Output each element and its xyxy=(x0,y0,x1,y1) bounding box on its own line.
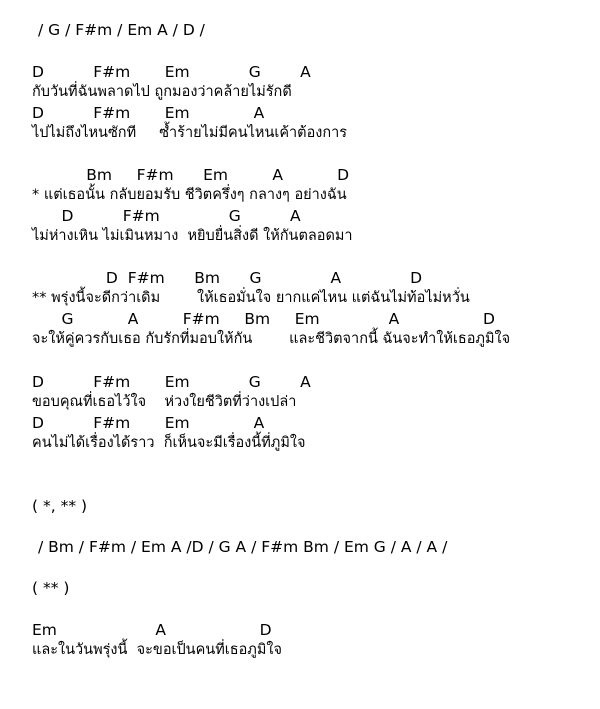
chorus2-lyrics-line2: จะให้คู่ควรกับเธอ กับรักที่มอบให้กัน และชีวิตจากนี้ ฉันจะทำให้เธอภูมิใจ xyxy=(32,331,511,347)
verse1-lyrics-line1: กับวันที่ฉันพลาดไป ถูกมองว่าคล้ายไม่รักดี xyxy=(32,84,292,100)
verse2-chords-line1: D F#m Em G A xyxy=(32,373,311,391)
chorus2-chords-line1: D F#m Bm G A D xyxy=(32,269,423,287)
verse2-lyrics-line1: ขอบคุณที่เธอไว้ใจ ห่วงใยชีวิตที่ว่างเปล่า xyxy=(32,394,297,410)
chorus2-lyrics-line1: ** พรุ่งนี้จะดีกว่าเดิม ให้เธอมั่นใจ ยากแค่ไหน แต่ฉันไม่ท้อไม่หวั่น xyxy=(32,290,470,306)
verse2-lyrics-line2: คนไม่ได้เรื่องได้ราว ก็เห็นจะมีเรื่องนี้ที่ภูมิใจ xyxy=(32,435,306,451)
chorus1-lyrics-line1: * แต่เธอนั้น กลับยอมรับ ชีวิตครึ่งๆ กลางๆ อย่างฉัน xyxy=(32,187,347,203)
verse1-chords-line1: D F#m Em G A xyxy=(32,63,311,81)
interlude-progression: / Bm / F#m / Em A /D / G A / F#m Bm / Em G / A / A / xyxy=(38,538,448,556)
verse1-chords-line2: D F#m Em A xyxy=(32,104,265,122)
outro-lyrics: และในวันพรุ่งนี้ จะขอเป็นคนที่เธอภูมิใจ xyxy=(32,642,282,658)
verse2-chords-line2: D F#m Em A xyxy=(32,414,265,432)
intro-progression: / G / F#m / Em A / D / xyxy=(38,21,205,39)
repeat-marker-2: ( ** ) xyxy=(32,579,70,597)
chorus2-chords-line2: G A F#m Bm Em A D xyxy=(32,310,495,328)
outro-chords: Em A D xyxy=(32,621,272,639)
repeat-marker-1: ( *, ** ) xyxy=(32,497,88,515)
chorus1-chords-line1: Bm F#m Em A D xyxy=(32,166,350,184)
verse1-lyrics-line2: ไปไม่ถึงไหนซักที ซ้ำร้ายไม่มีคนไหนเค้าต้องการ xyxy=(32,125,348,141)
chorus1-lyrics-line2: ไม่ห่างเหิน ไม่เมินหมาง หยิบยื่นสิ่งดี ให้กันตลอดมา xyxy=(32,228,353,244)
chorus1-chords-line2: D F#m G A xyxy=(32,207,301,225)
